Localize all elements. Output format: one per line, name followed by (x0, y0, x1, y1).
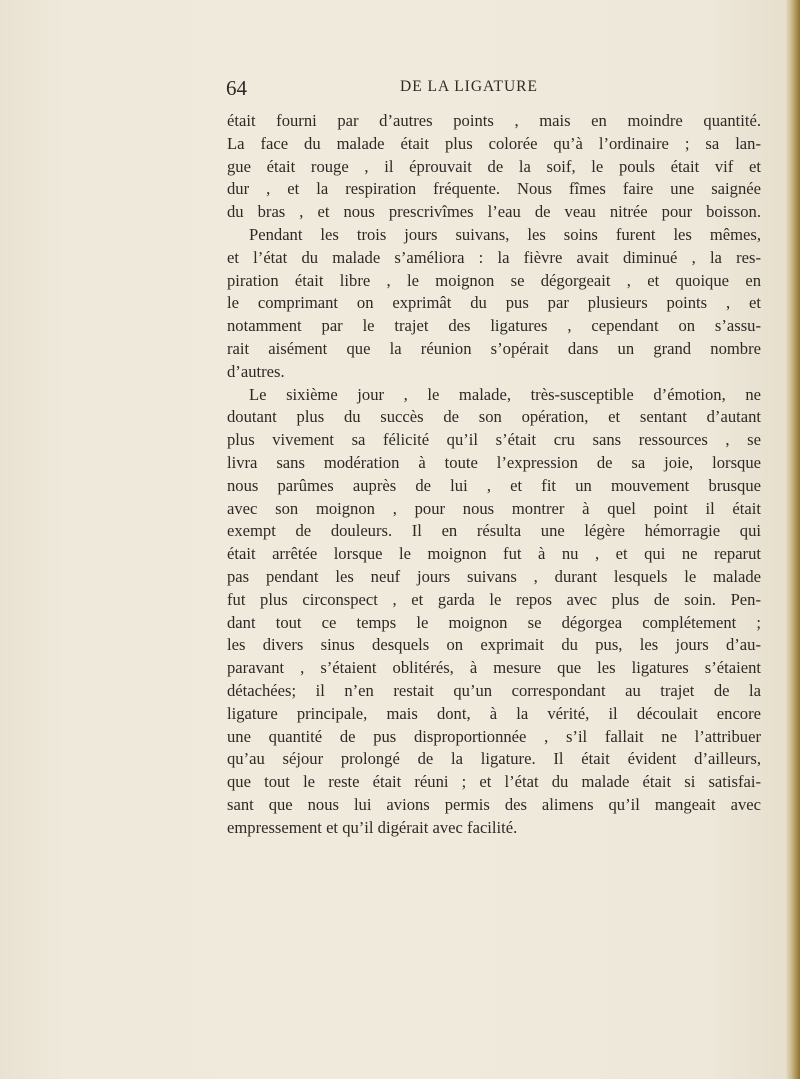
page-number: 64 (226, 76, 247, 100)
text-line: La face du malade était plus colorée qu’à l’ordinaire ; sa lan- (227, 133, 761, 153)
text-line: sant que nous lui avions permis des alimens qu’il mangeait avec (227, 794, 761, 814)
text-line: avec son moignon , pour nous montrer à quel point il était (227, 498, 761, 518)
text-line: dant tout ce temps le moignon se dégorgea complétement ; (227, 612, 761, 632)
text-line: pas pendant les neuf jours suivans , durant lesquels le malade (227, 566, 761, 586)
text-line: Le sixième jour , le malade, très-susceptible d’émotion, ne (249, 384, 761, 404)
text-line: et l’état du malade s’améliora : la fièvre avait diminué , la res- (227, 247, 761, 267)
text-line: qu’au séjour prolongé de la ligature. Il était évident d’ailleurs, (227, 749, 761, 769)
page-edge (786, 0, 800, 1079)
text-line: rait aisément que la réunion s’opérait dans un grand nombre (227, 338, 761, 358)
text-line: du bras , et nous prescrivîmes l’eau de veau nitrée pour boisson. (227, 202, 761, 222)
text-line: paravant , s’étaient oblitérés, à mesure que les ligatures s’étaient (227, 658, 761, 678)
body-text (227, 110, 761, 840)
text-line: empressement et qu’il digérait avec facilité. (227, 817, 518, 837)
text-line: ligature principale, mais dont, à la vérité, il découlait encore (227, 703, 761, 723)
text-line: d’autres. (227, 361, 285, 381)
page-header (226, 76, 766, 100)
text-line: une quantité de pus disproportionnée , s’il fallait ne l’attribuer (227, 726, 761, 746)
text-line: plus vivement sa félicité qu’il s’était cru sans ressources , se (227, 430, 761, 450)
text-line: fut plus circonspect , et garda le repos avec plus de soin. Pen- (227, 589, 761, 609)
text-line: livra sans modération à toute l’expression de sa joie, lorsque (227, 452, 761, 472)
running-title: DE LA LIGATURE (400, 78, 538, 95)
text-line: notamment par le trajet des ligatures , cependant on s’assu- (227, 316, 761, 336)
text-line: exempt de douleurs. Il en résulta une légère hémorragie qui (227, 521, 761, 541)
text-line: le comprimant on exprimât du pus par plusieurs points , et (227, 293, 761, 313)
text-line: dur , et la respiration fréquente. Nous fîmes faire une saignée (227, 179, 761, 199)
text-line: Pendant les trois jours suivans, les soins furent les mêmes, (249, 224, 761, 244)
text-line: était arrêtée lorsque le moignon fut à nu , et qui ne reparut (227, 544, 761, 564)
text-line: piration était libre , le moignon se dégorgeait , et quoique en (227, 270, 761, 290)
text-line: que tout le reste était réuni ; et l’état du malade était si satisfai- (227, 772, 761, 792)
text-line: doutant plus du succès de son opération, et sentant d’autant (227, 407, 761, 427)
text-line: détachées; il n’en restait qu’un correspondant au trajet de la (227, 680, 761, 700)
text-line: était fourni par d’autres points , mais en moindre quantité. (227, 111, 761, 130)
text-line: les divers sinus desquels on exprimait du pus, les jours d’au- (227, 635, 761, 655)
text-line: nous parûmes auprès de lui , et fit un mouvement brusque (227, 475, 761, 495)
text-line: gue était rouge , il éprouvait de la soif, le pouls était vif et (227, 156, 761, 176)
